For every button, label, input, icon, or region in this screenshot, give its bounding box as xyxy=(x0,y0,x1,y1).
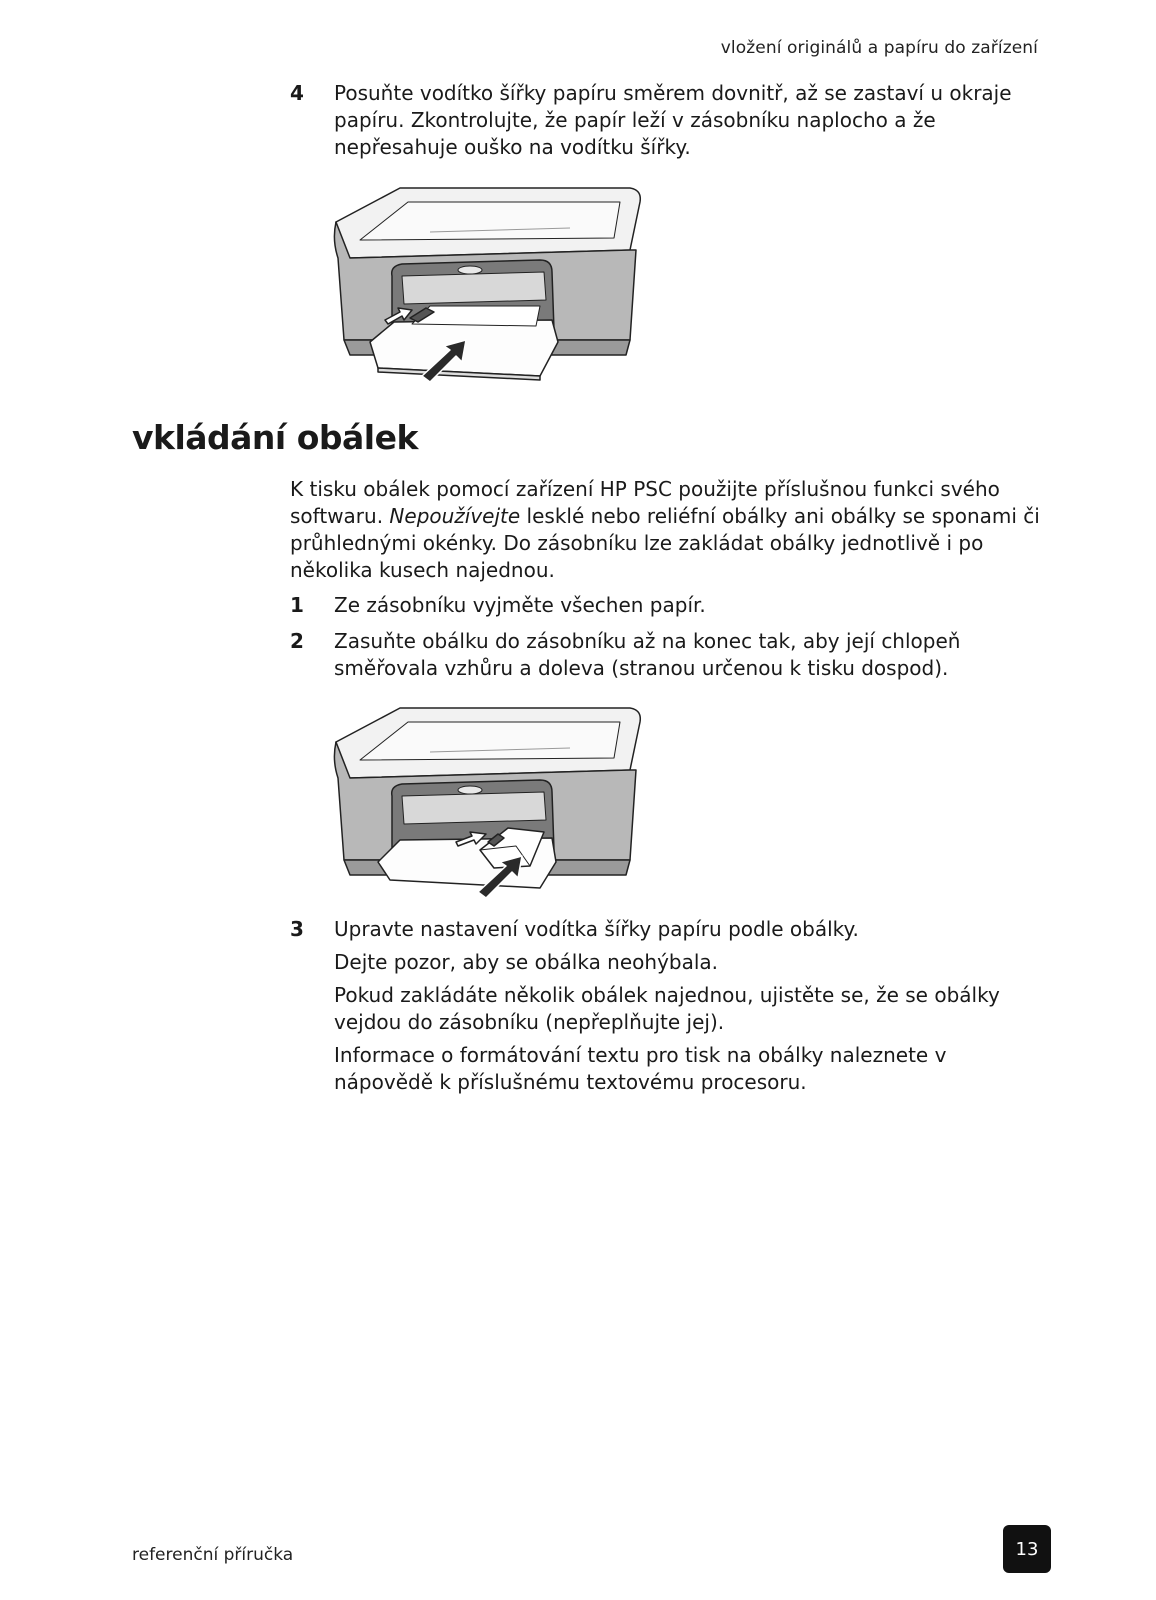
step-number: 4 xyxy=(290,81,304,105)
step-text: Upravte nastavení vodítka šířky papíru podle obálky. xyxy=(334,917,859,941)
step-text: Dejte pozor, aby se obálka neohýbala. xyxy=(334,950,719,974)
step-3 xyxy=(290,916,1050,1102)
printer-icon xyxy=(334,188,640,382)
running-header: vložení originálů a papíru do zařízení xyxy=(720,38,1038,58)
step-text: Posuňte vodítko šířky papíru směrem dovnitř, až se zastaví u okraje papíru. Zkontrolujte, že papír leží v zásobníku naplocho a že nepřesahuje ouško na vodítku šířky. xyxy=(334,81,1012,159)
step-text: Pokud zakládáte několik obálek najednou, ujistěte se, že se obálky vejdou do zásobníku (nepřeplňujte jej). xyxy=(334,983,1000,1034)
step-4 xyxy=(290,80,1050,167)
step-text: Zasuňte obálku do zásobníku až na konec tak, aby její chlopeň směřovala vzhůru a doleva (stranou určenou k tisku dospod). xyxy=(334,629,961,680)
printer-icon xyxy=(334,708,640,898)
page-number-badge: 13 xyxy=(1003,1525,1051,1573)
step-2 xyxy=(290,628,1050,688)
intro-text-continued: lesklé nebo reliéfní obálky ani obálky se sponami či průhlednými okénky. Do zásobníku lze zakládat obálky jednotlivě i po několika kusech najednou. xyxy=(290,504,1040,582)
intro-emphasis: Nepoužívejte xyxy=(389,504,521,528)
step-text: Informace o formátování textu pro tisk na obálky naleznete v nápovědě k příslušnému textovému procesoru. xyxy=(334,1043,947,1094)
step-number: 1 xyxy=(290,593,304,617)
step-number: 3 xyxy=(290,917,304,941)
intro-text: K tisku obálek pomocí zařízení HP PSC použijte příslušnou funkci svého softwaru. xyxy=(290,477,1000,528)
printer-paper-illustration xyxy=(330,180,650,390)
footer-label: referenční příručka xyxy=(132,1545,294,1565)
step-number: 2 xyxy=(290,629,304,653)
step-text: Ze zásobníku vyjměte všechen papír. xyxy=(334,593,706,617)
section-title: vkládání obálek xyxy=(132,418,418,457)
section-intro xyxy=(290,476,1050,584)
step-1 xyxy=(290,592,1050,625)
printer-envelope-illustration xyxy=(330,700,650,900)
